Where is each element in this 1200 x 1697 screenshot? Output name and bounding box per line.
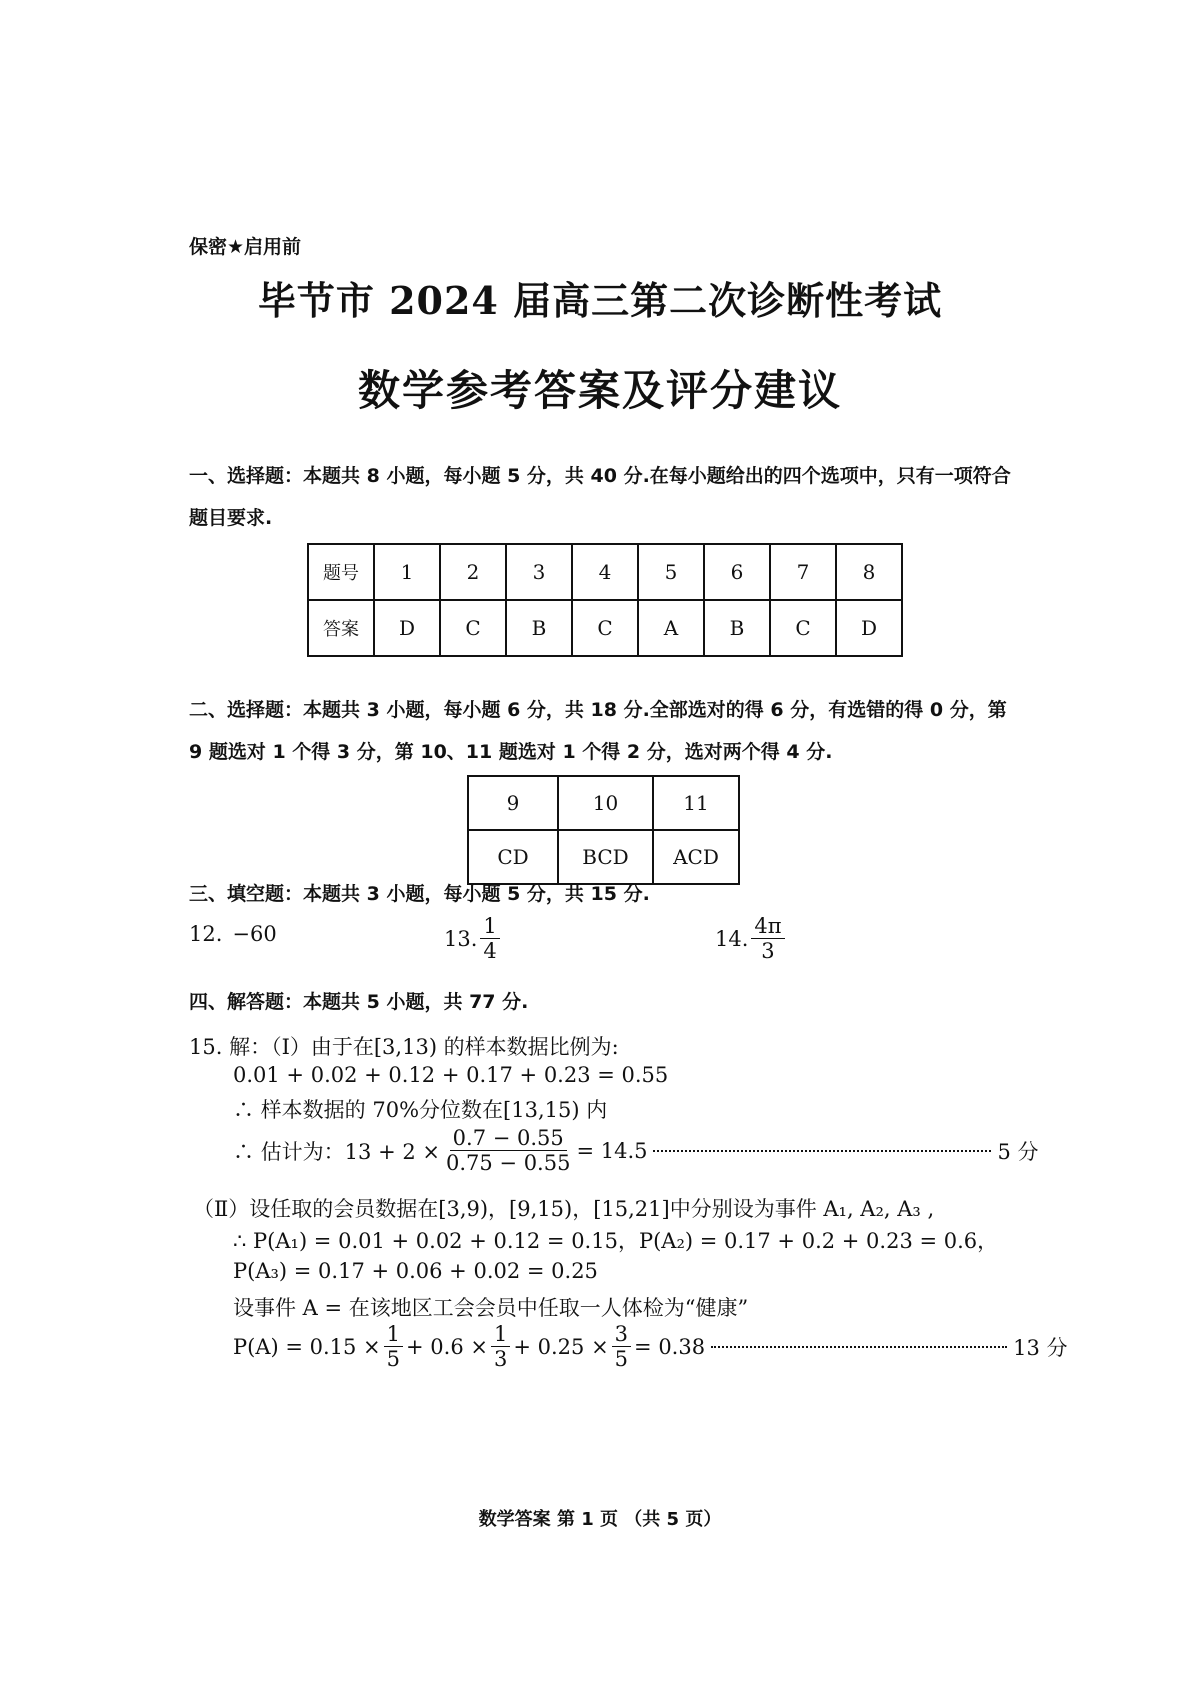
probability-expr: P(A) = 0.15 ×: [233, 1334, 381, 1359]
section4-instructions: 四、解答题：本题共 5 小题，共 77 分.: [189, 991, 529, 1013]
question-number: 5: [638, 544, 704, 600]
estimate-result: = 14.5: [576, 1138, 648, 1163]
question-number: 7: [770, 544, 836, 600]
fraction-denominator: 0.75 − 0.55: [445, 1151, 571, 1176]
answer-q12: [189, 922, 277, 946]
fraction: [491, 1322, 510, 1371]
table-row: [468, 776, 739, 830]
question-number: 9: [468, 776, 558, 830]
section1-answer-table: [307, 543, 903, 657]
answer-cell: D: [836, 600, 902, 656]
probability-expr: + 0.25 ×: [513, 1334, 609, 1359]
page-footer: 数学答案 第 1 页 （共 5 页）: [478, 1509, 722, 1530]
q15-line6: ∴ P(A₁) = 0.01 + 0.02 + 0.12 = 0.15，P(A₂) = 0.17 + 0.2 + 0.23 = 0.6，: [233, 1229, 999, 1253]
fraction: [384, 1322, 403, 1371]
fraction-denominator: 3: [761, 939, 775, 964]
question-label: 12.: [189, 922, 223, 946]
question-number: 4: [572, 544, 638, 600]
fraction-numerator: 0.7 − 0.55: [450, 1126, 567, 1151]
answer-q14: [715, 914, 788, 963]
estimate-prefix: ∴ 估计为：13 + 2 ×: [233, 1139, 440, 1164]
table-row: [308, 600, 902, 656]
answer-cell: C: [572, 600, 638, 656]
fraction-denominator: 4: [483, 939, 497, 964]
q15-line1: 15. 解：（Ⅰ）由于在[3,13) 的样本数据比例为:: [189, 1035, 619, 1059]
q15-line2: 0.01 + 0.02 + 0.12 + 0.17 + 0.23 = 0.55: [233, 1063, 669, 1087]
probability-result: = 0.38: [634, 1334, 706, 1359]
fraction-numerator: 1: [384, 1322, 403, 1347]
fraction-numerator: 1: [480, 914, 499, 939]
q15-line3: ∴ 样本数据的 70%分位数在[13,15) 内: [233, 1098, 608, 1122]
answer-cell: D: [374, 600, 440, 656]
answer-cell: ACD: [653, 830, 739, 884]
question-number: 8: [836, 544, 902, 600]
q15-line8: 设事件 A = 在该地区工会会员中任取一人体检为“健康”: [233, 1296, 749, 1320]
section3-instructions: 三、填空题：本题共 3 小题，每小题 5 分，共 15 分.: [189, 883, 650, 905]
question-number: 10: [558, 776, 653, 830]
row-label-answer: 答案: [308, 600, 374, 656]
score-label: 13 分: [1013, 1335, 1068, 1360]
table-row: [308, 544, 902, 600]
section2-instructions: 二、选择题：本题共 3 小题，每小题 6 分，共 18 分.全部选对的得 6 分，有选错的得 0 分，第 9 题选对 1 个得 3 分，第 10、11 题选对 1 个得 2 分，选对两个得 4 分.: [189, 699, 1007, 763]
q15-line9: [233, 1322, 1067, 1371]
fraction: [480, 914, 499, 963]
answer-cell: C: [440, 600, 506, 656]
exam-title: 毕节市 2024 届高三第二次诊断性考试: [257, 278, 943, 323]
fraction-denominator: 5: [386, 1347, 401, 1372]
answer-value: −60: [232, 922, 277, 946]
leader-dots: [711, 1346, 1007, 1348]
answer-cell: B: [704, 600, 770, 656]
section1-instructions: 一、选择题：本题共 8 小题，每小题 5 分，共 40 分.在每小题给出的四个选项中，只有一项符合题目要求.: [189, 465, 1011, 529]
fraction-denominator: 3: [493, 1347, 508, 1372]
fraction: [612, 1322, 631, 1371]
fraction-numerator: 3: [612, 1322, 631, 1347]
score-label: 5 分: [997, 1139, 1039, 1164]
document-subtitle: 数学参考答案及评分建议: [357, 366, 842, 415]
fraction: [751, 914, 784, 963]
question-number: 2: [440, 544, 506, 600]
row-label-number: 题号: [308, 544, 374, 600]
answer-cell: B: [506, 600, 572, 656]
question-number: 1: [374, 544, 440, 600]
question-number: 3: [506, 544, 572, 600]
q15-line4: [233, 1126, 1039, 1175]
probability-expr: + 0.6 ×: [406, 1334, 488, 1359]
answer-cell: A: [638, 600, 704, 656]
fraction-numerator: 1: [491, 1322, 510, 1347]
question-label: 13.: [444, 926, 478, 951]
section2-answer-table: [467, 775, 740, 885]
answer-q13: [444, 914, 503, 963]
answer-cell: C: [770, 600, 836, 656]
confidential-label: 保密★启用前: [189, 236, 302, 258]
question-number: 11: [653, 776, 739, 830]
q15-line7: P(A₃) = 0.17 + 0.06 + 0.02 = 0.25: [233, 1259, 598, 1283]
q15-line5: （Ⅱ）设任取的会员数据在[3,9)，[9,15)，[15,21]中分别设为事件 A₁, A₂, A₃ ,: [193, 1197, 935, 1221]
question-label: 14.: [715, 926, 749, 951]
fraction-denominator: 5: [614, 1347, 629, 1372]
answer-cell: CD: [468, 830, 558, 884]
fraction: [443, 1126, 573, 1175]
leader-dots: [653, 1150, 991, 1152]
answer-cell: BCD: [558, 830, 653, 884]
question-number: 6: [704, 544, 770, 600]
fraction-numerator: 4π: [751, 914, 784, 939]
